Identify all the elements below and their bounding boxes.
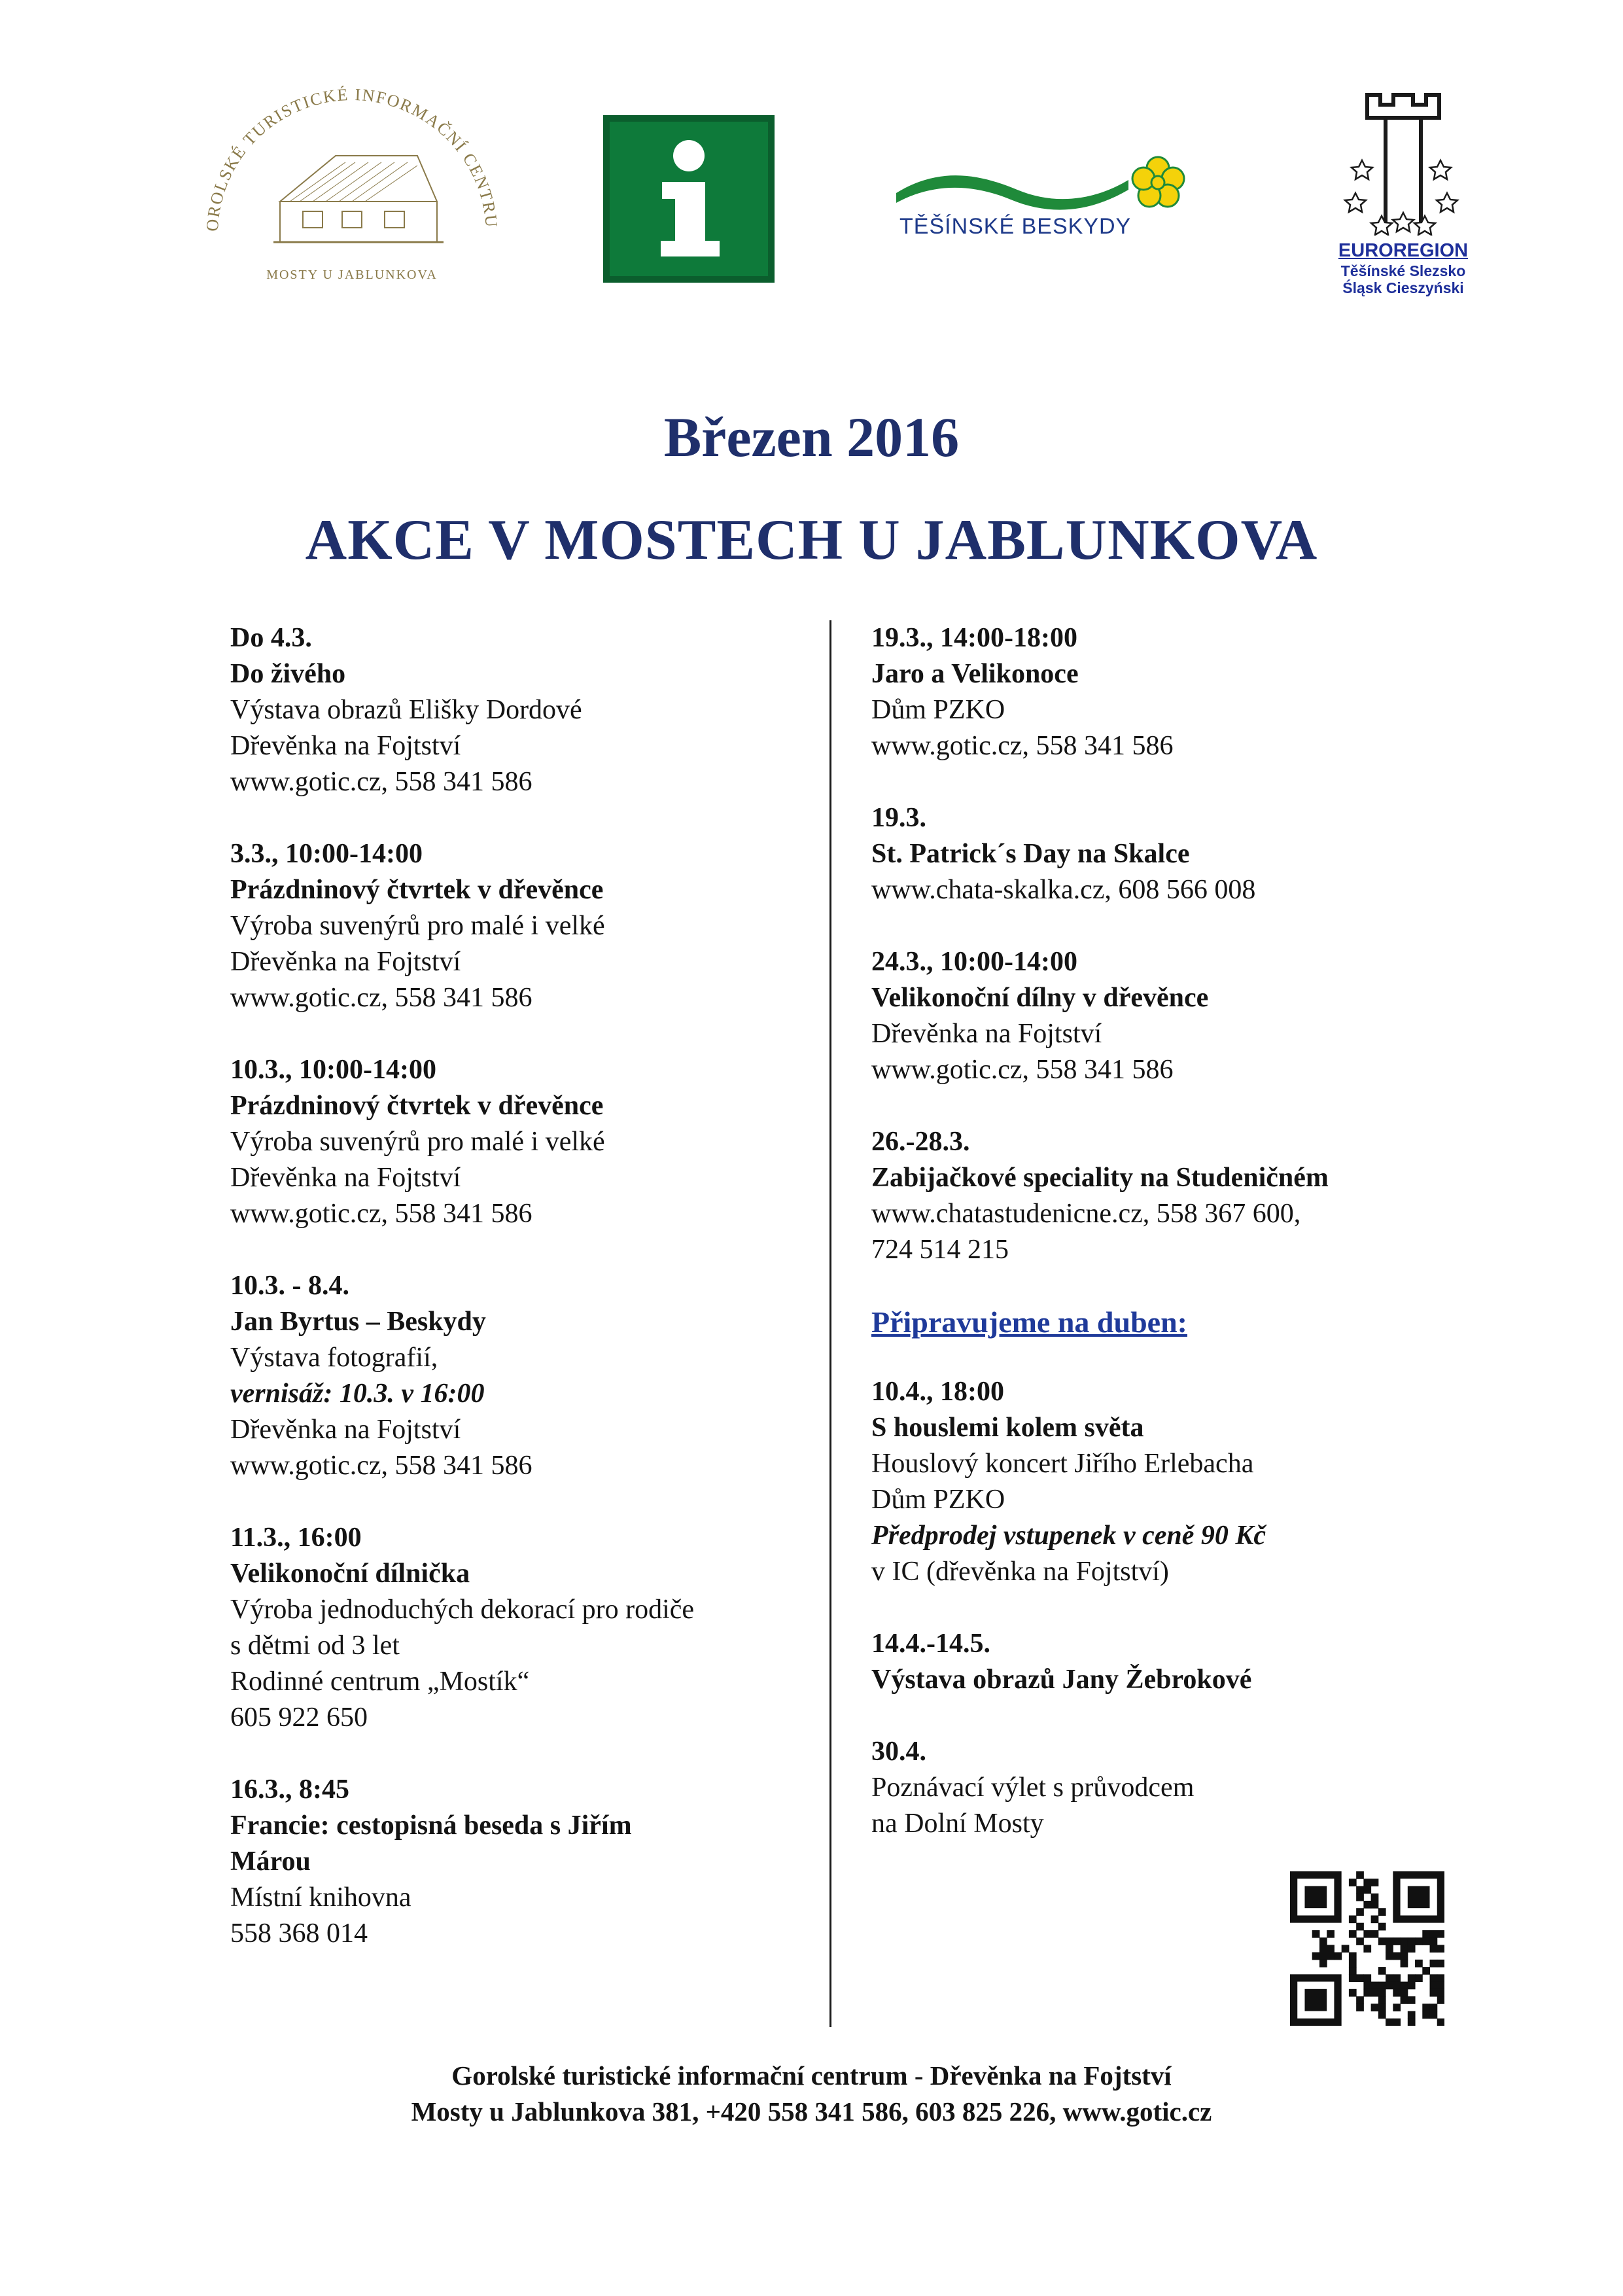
event-detail: www.gotic.cz, 558 341 586	[230, 1451, 532, 1481]
event-detail: na Dolní Mosty	[871, 1809, 1044, 1839]
gotic-arc-text: OROLSKÉ TURISTICKÉ INFORMAČNÍ CENTRU	[202, 84, 501, 232]
upcoming-events	[871, 1374, 1460, 1842]
event-title: Do živého	[230, 659, 346, 689]
event-detail: Dřevěnka na Fojtství	[871, 1019, 1102, 1049]
event-detail: Výroba suvenýrů pro malé i velké	[230, 1127, 605, 1157]
event-date: 16.3., 8:45	[230, 1775, 349, 1805]
tesinske-text: TĚŠÍNSKÉ BESKYDY	[899, 214, 1132, 239]
event-detail: www.gotic.cz, 558 341 586	[230, 983, 532, 1013]
month-heading: Březen 2016	[663, 406, 960, 468]
event-title: Prázdninový čtvrtek v dřevěnce	[230, 1091, 604, 1121]
event-block	[871, 1374, 1460, 1590]
event-date: 3.3., 10:00-14:00	[230, 839, 423, 869]
event-detail: vernisáž: 10.3. v 16:00	[230, 1379, 485, 1409]
event-block	[230, 1268, 819, 1484]
event-detail: Rodinné centrum „Mostík“	[230, 1667, 530, 1697]
event-block	[871, 944, 1460, 1088]
event-date: 10.4., 18:00	[871, 1377, 1004, 1407]
gotic-logo	[182, 71, 522, 293]
cottage-drawing-icon	[182, 71, 522, 293]
march-events-right	[871, 620, 1460, 1268]
event-title: Velikonoční dílny v dřevěnce	[871, 983, 1209, 1013]
event-date: 14.4.-14.5.	[871, 1629, 990, 1659]
event-detail: Márou	[230, 1846, 311, 1877]
event-detail: s dětmi od 3 let	[230, 1631, 400, 1661]
right-event-column	[871, 620, 1460, 1878]
event-block	[230, 1772, 819, 1952]
event-detail: Dřevěnka na Fojtství	[230, 731, 461, 761]
event-detail: www.gotic.cz, 558 341 586	[871, 1055, 1174, 1085]
information-logo	[603, 115, 775, 283]
event-block	[230, 1520, 819, 1736]
event-title: Výstava obrazů Jany Žebrokové	[871, 1665, 1252, 1695]
event-title: Jan Byrtus – Beskydy	[230, 1307, 486, 1337]
event-date: Do 4.3.	[230, 623, 312, 653]
event-detail: www.chatastudenicne.cz, 558 367 600,	[871, 1199, 1301, 1229]
event-block	[230, 1052, 819, 1232]
event-title: St. Patrick´s Day na Skalce	[871, 839, 1190, 869]
event-title: Poznávací výlet s průvodcem	[871, 1773, 1195, 1803]
event-date: 30.4.	[871, 1737, 926, 1767]
event-detail: Dřevěnka na Fojtství	[230, 1415, 461, 1445]
event-detail: Dům PZKO	[871, 695, 1005, 725]
event-detail: www.gotic.cz, 558 341 586	[871, 731, 1174, 761]
event-detail: www.gotic.cz, 558 341 586	[230, 767, 532, 797]
event-title: Jaro a Velikonoce	[871, 659, 1079, 689]
event-title: Francie: cestopisná beseda s Jiřím	[230, 1810, 632, 1841]
event-detail: 558 368 014	[230, 1918, 368, 1949]
event-detail: Dům PZKO	[871, 1485, 1005, 1515]
event-block	[871, 1734, 1460, 1842]
event-detail: 724 514 215	[871, 1235, 1009, 1265]
event-block	[230, 620, 819, 800]
upcoming-title: Připravujeme na duben:	[871, 1305, 1187, 1339]
event-detail: 605 922 650	[230, 1703, 368, 1733]
qr-code	[1290, 1871, 1444, 2026]
event-block	[871, 1626, 1460, 1698]
event-date: 24.3., 10:00-14:00	[871, 947, 1077, 977]
event-block	[871, 1124, 1460, 1268]
tower-stars-icon	[1308, 88, 1498, 236]
qr-code-icon	[1290, 1871, 1444, 2026]
event-date: 10.3., 10:00-14:00	[230, 1055, 436, 1085]
euroregion-subtitle-pl: Śląsk Cieszyński	[1342, 279, 1464, 296]
gotic-caption: MOSTY U JABLUNKOVA	[266, 268, 438, 282]
euroregion-title: EUROREGION	[1338, 240, 1469, 261]
event-title: Zabijačkové speciality na Studeničném	[871, 1163, 1329, 1193]
event-detail: Výroba suvenýrů pro malé i velké	[230, 911, 605, 941]
event-detail: Výstava obrazů Elišky Dordové	[230, 695, 582, 725]
event-block	[871, 800, 1460, 908]
event-title: S houslemi kolem světa	[871, 1413, 1144, 1443]
event-block	[871, 620, 1460, 764]
event-date: 10.3. - 8.4.	[230, 1271, 349, 1301]
event-detail: Předprodej vstupenek v ceně 90 Kč	[871, 1521, 1266, 1551]
event-detail: Houslový koncert Jiřího Erlebacha	[871, 1449, 1254, 1479]
event-block	[230, 836, 819, 1016]
event-title: Velikonoční dílnička	[230, 1559, 470, 1589]
footer-contact: Mosty u Jablunkova 381, +420 558 341 586, 603 825 226, www.gotic.cz	[411, 2096, 1212, 2127]
event-date: 19.3., 14:00-18:00	[871, 623, 1077, 653]
euroregion-logo	[1308, 88, 1498, 311]
event-detail: Dřevěnka na Fojtství	[230, 947, 461, 977]
column-divider	[829, 620, 831, 2027]
left-event-column	[230, 620, 819, 1988]
event-detail: Výroba jednoduchých dekorací pro rodiče	[230, 1595, 695, 1625]
euroregion-subtitle-cz: Těšínské Slezsko	[1340, 262, 1466, 279]
footer-organization: Gorolské turistické informační centrum - Dřevěnka na Fojtství	[451, 2060, 1172, 2091]
event-detail: www.chata-skalka.cz, 608 566 008	[871, 875, 1256, 905]
event-date: 26.-28.3.	[871, 1127, 970, 1157]
event-date: 11.3., 16:00	[230, 1523, 362, 1553]
event-detail: www.gotic.cz, 558 341 586	[230, 1199, 532, 1229]
flower-hills-icon	[893, 154, 1194, 219]
event-detail: v IC (dřevěnka na Fojtství)	[871, 1557, 1169, 1587]
page-title: AKCE V MOSTECH U JABLUNKOVA	[305, 508, 1318, 572]
event-detail: Místní knihovna	[230, 1882, 411, 1913]
event-detail: Dřevěnka na Fojtství	[230, 1163, 461, 1193]
information-icon	[610, 122, 768, 276]
event-title: Prázdninový čtvrtek v dřevěnce	[230, 875, 604, 905]
event-date: 19.3.	[871, 803, 926, 833]
event-detail: Výstava fotografií,	[230, 1343, 438, 1373]
tesinske-beskydy-logo	[893, 154, 1194, 258]
